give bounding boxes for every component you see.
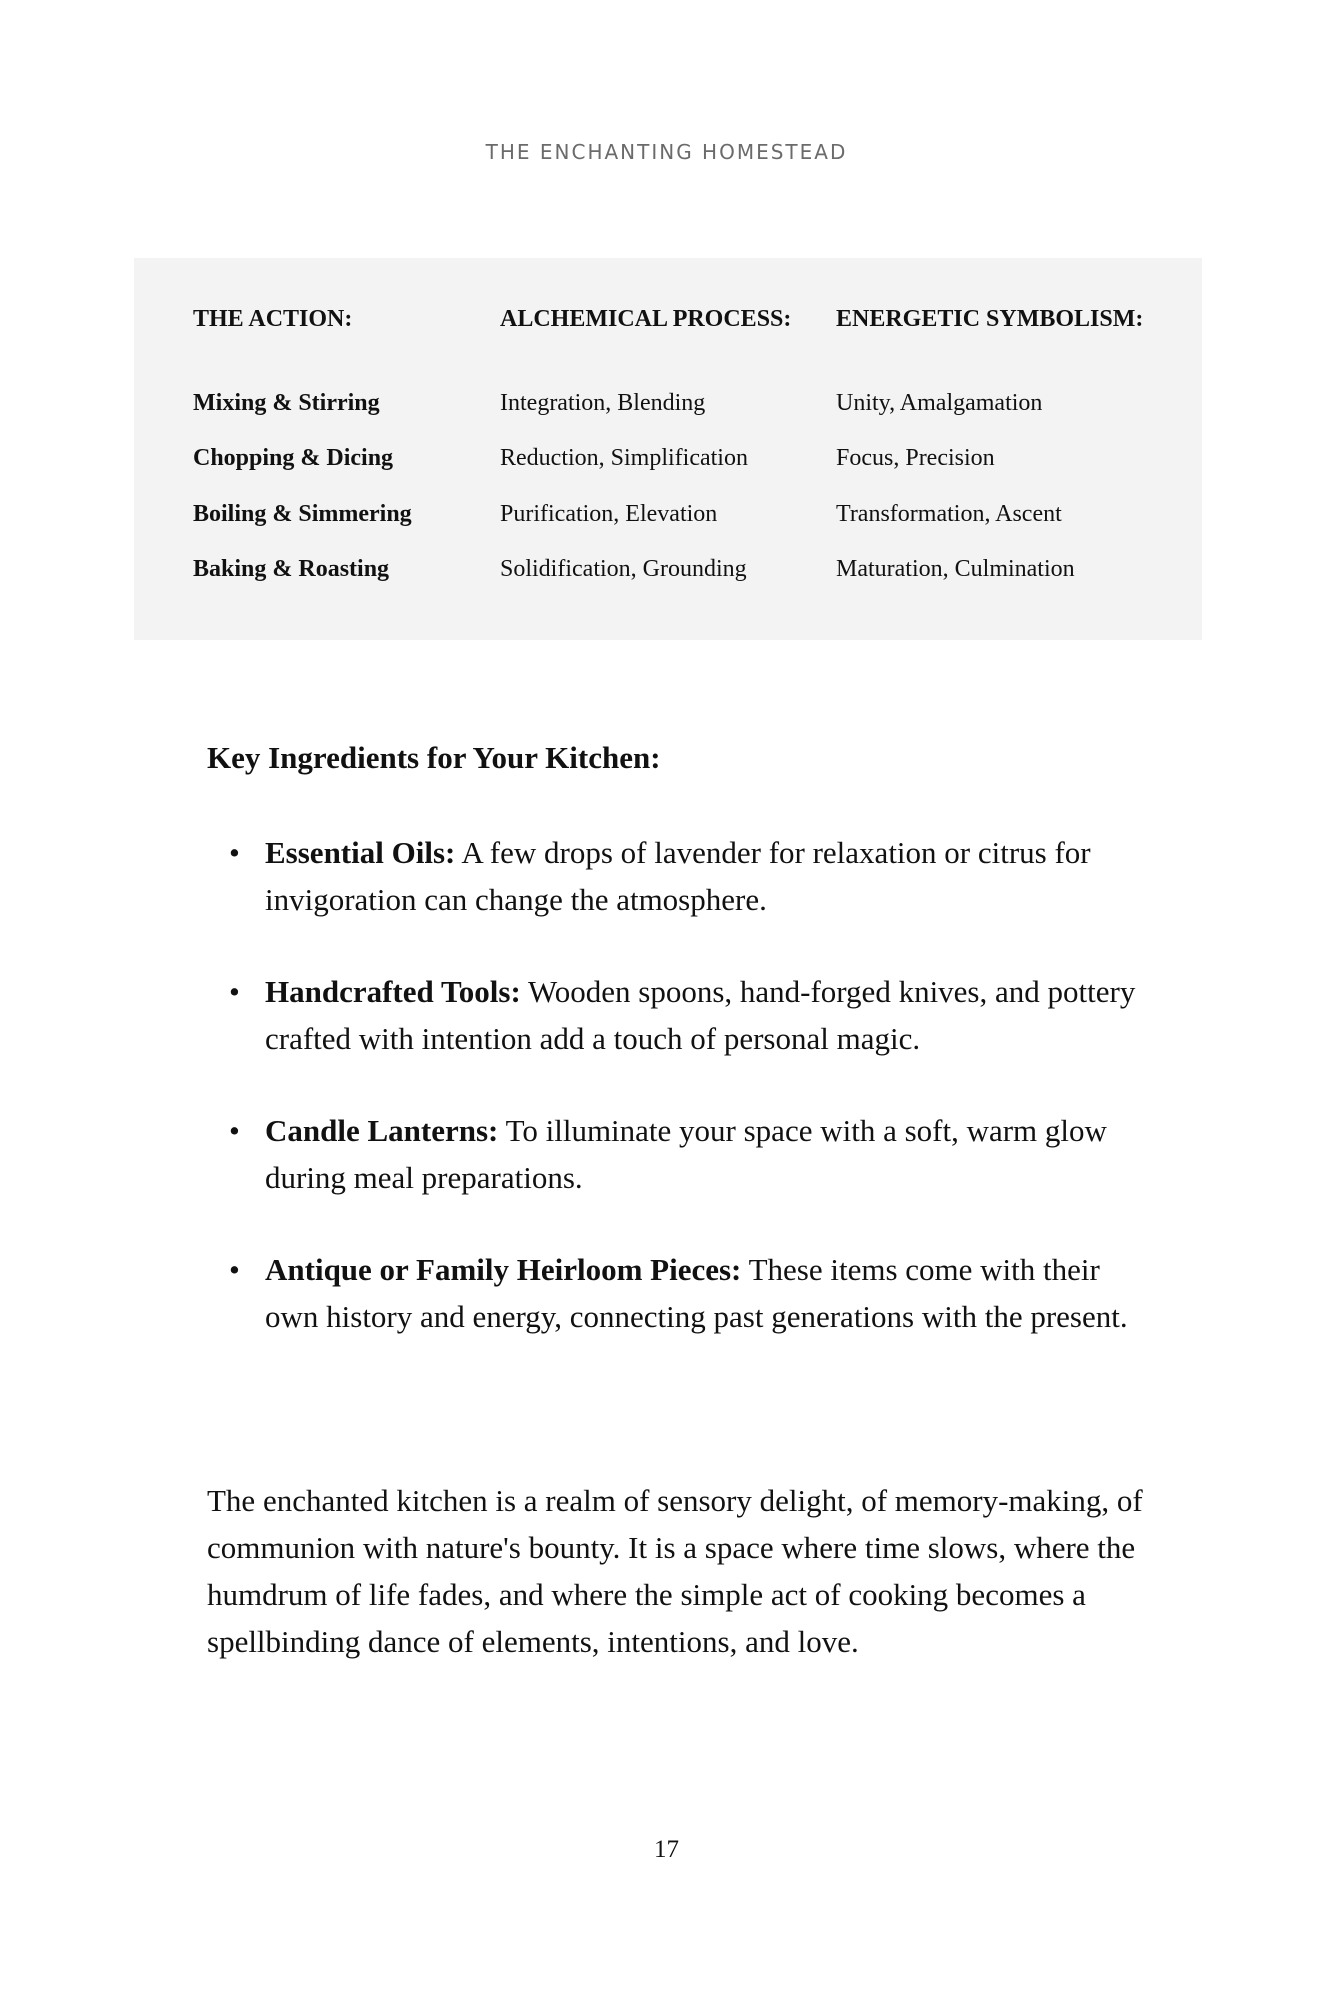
closing-paragraph: The enchanted kitchen is a realm of sensory delight, of memory-making, of communion with nature's bounty. It is a space where time slows, where the humdrum of life fades, and where the simple act of cooking becomes a spellbinding dance of elements, intentions, and love. [207, 1483, 1143, 1659]
table-cell-symbolism: Unity, Amalgamation [836, 390, 1043, 416]
bullet-icon: • [229, 1252, 240, 1287]
list-item-term: Antique or Family Heirloom Pieces: [265, 1252, 742, 1287]
table-cell-process: Integration, Blending [500, 390, 706, 416]
bullet-icon: • [229, 1113, 240, 1148]
table-cell-action: Boiling & Simmering [193, 501, 412, 527]
table-cell-action: Mixing & Stirring [193, 390, 380, 416]
table-cell-action: Baking & Roasting [193, 556, 390, 582]
list-item-text: A few drops of lavender for relaxation or citrus for invigoration can change the atmosphere. [265, 835, 1091, 917]
section-title: Key Ingredients for Your Kitchen: [207, 740, 661, 775]
page-number: 17 [654, 1836, 679, 1863]
bullet-icon: • [229, 835, 240, 870]
column-header-process: ALCHEMICAL PROCESS: [500, 306, 792, 332]
list-item-term: Essential Oils: [265, 835, 456, 870]
column-header-action: THE ACTION: [193, 306, 353, 332]
list-item-text: To illuminate your space with a soft, warm glow during meal preparations. [265, 1113, 1107, 1195]
running-header: THE ENCHANTING HOMESTEAD [485, 140, 848, 164]
list-item [207, 968, 1137, 1062]
table-cell-process: Reduction, Simplification [500, 445, 748, 471]
list-item [207, 1107, 1137, 1201]
table-cell-process: Purification, Elevation [500, 501, 718, 527]
ingredients-list [207, 829, 1137, 1385]
table-cell-symbolism: Transformation, Ascent [836, 501, 1062, 527]
table-cell-symbolism: Maturation, Culmination [836, 556, 1075, 582]
list-item-text: Wooden spoons, hand-forged knives, and pottery crafted with intention add a touch of personal magic. [265, 974, 1136, 1056]
table-cell-action: Chopping & Dicing [193, 445, 394, 471]
list-item-term: Candle Lanterns: [265, 1113, 499, 1148]
table-cell-symbolism: Focus, Precision [836, 445, 995, 471]
list-item [207, 1246, 1137, 1340]
bullet-icon: • [229, 974, 240, 1009]
list-item-text: These items come with their own history and energy, connecting past generations with the present. [265, 1252, 1128, 1334]
table-cell-process: Solidification, Grounding [500, 556, 747, 582]
column-header-symbolism: ENERGETIC SYMBOLISM: [836, 306, 1144, 332]
list-item [207, 829, 1137, 923]
list-item-term: Handcrafted Tools: [265, 974, 521, 1009]
